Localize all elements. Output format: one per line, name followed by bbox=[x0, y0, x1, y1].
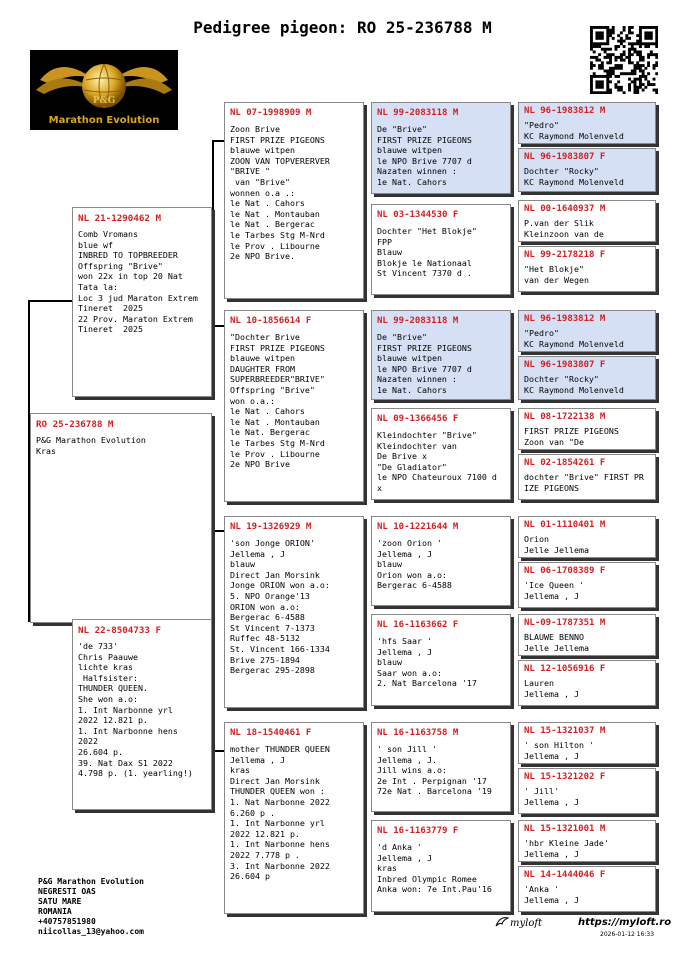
connector bbox=[212, 140, 224, 142]
ring-number: NL-09-1787351 M bbox=[524, 618, 606, 628]
contact-info: P&G Marathon Evolution NEGRESTI OAS SATU MARE ROMANIA +40757851980 niicollas_13@yahoo.com bbox=[38, 877, 144, 936]
pigeon-info: 'hbr Kleine Jade' Jellema , J bbox=[524, 838, 609, 859]
bird-icon bbox=[494, 914, 510, 930]
ring-number: NL 03-1344530 F bbox=[377, 210, 459, 220]
brand-name: myloft bbox=[510, 918, 543, 929]
pigeon-card-sdd[interactable] bbox=[371, 408, 511, 500]
pigeon-info: ' son Jill ' Jellema , J. Jill wins a.o: 2e Int . Perpignan '17 72e Nat . Barcelona '19 bbox=[377, 744, 492, 797]
pigeon-info: mother THUNDER QUEEN Jellema , J kras Direct Jan Morsink THUNDER QUEEN won : 1. Nat Narbonne 2022 6.260 p . 1. Int Narbonne yrl 2022 12.821 p. 1. Int Narbonne hens 2022 7.778 p . 3. Int Narbonne 2022 26.604 p bbox=[230, 744, 330, 882]
pigeon-card-dam[interactable] bbox=[72, 619, 212, 810]
ring-number: NL 99-2083118 M bbox=[377, 108, 459, 118]
ring-number: NL 09-1366456 F bbox=[377, 414, 459, 424]
pigeon-card-ds[interactable] bbox=[224, 516, 364, 708]
pigeon-info: "Dochter Brive FIRST PRIZE PIGEONS blauwe witpen DAUGHTER FROM SUPERBREEDER"BRIVE" Offspring "Brive" won o.a.: le Nat . Cahors le Nat . Montauban le Nat. Bergerac le Tarbes Stg M-Nrd le Prov . Libourne 2e NPO Brive bbox=[230, 332, 325, 470]
pigeon-card-g1[interactable] bbox=[518, 102, 656, 144]
pigeon-card-g11[interactable] bbox=[518, 614, 656, 656]
pigeon-card-g3[interactable] bbox=[518, 200, 656, 242]
ring-number: NL 96-1983807 F bbox=[524, 360, 606, 370]
pigeon-info: De "Brive" FIRST PRIZE PIGEONS blauwe witpen le NPO Brive 7707 d Nazaten winnen : 1e Nat. Cahors bbox=[377, 124, 472, 187]
ring-number: NL 16-1163779 F bbox=[377, 826, 459, 836]
pigeon-card-dds[interactable] bbox=[371, 722, 511, 812]
pigeon-info: 'zoon Orion ' Jellema , J blauw Orion won a.o: Bergerac 6-4588 bbox=[377, 538, 452, 591]
ring-number: NL 21-1290462 M bbox=[78, 213, 161, 224]
ring-number: NL 16-1163758 M bbox=[377, 728, 459, 738]
pigeon-info: 'd Anka ' Jellema , J kras Inbred Olympic Romee Anka won: 7e Int.Pau'16 bbox=[377, 842, 492, 895]
ring-number: NL 15-1321001 M bbox=[524, 824, 606, 834]
pigeon-card-sss[interactable] bbox=[371, 102, 511, 194]
pigeon-info: Dochter "Rocky" KC Raymond Molenveld bbox=[524, 166, 624, 187]
connector bbox=[212, 325, 224, 327]
ring-number: NL 01-1110401 M bbox=[524, 520, 606, 530]
print-date: 2026-01-12 16:33 bbox=[600, 931, 655, 938]
ring-number: NL 06-1708389 F bbox=[524, 566, 606, 576]
pigeon-info: "Pedro" KC Raymond Molenveld bbox=[524, 328, 624, 349]
ring-number: NL 08-1722138 M bbox=[524, 412, 606, 422]
pigeon-card-sire[interactable] bbox=[72, 207, 212, 397]
pigeon-card-g10[interactable] bbox=[518, 562, 656, 608]
ring-number: NL 22-8504733 F bbox=[78, 625, 161, 636]
ring-number: NL 02-1854261 F bbox=[524, 458, 606, 468]
pigeon-card-ssd[interactable] bbox=[371, 204, 511, 295]
ring-number: NL 99-2178218 F bbox=[524, 250, 606, 260]
pigeon-card-g14[interactable] bbox=[518, 768, 656, 814]
ring-number: NL 12-1056916 F bbox=[524, 664, 606, 674]
connector bbox=[212, 750, 224, 752]
ring-number: NL 15-1321037 M bbox=[524, 726, 606, 736]
logo bbox=[30, 50, 178, 130]
pigeon-card-g13[interactable] bbox=[518, 722, 656, 764]
ring-number: NL 96-1983812 M bbox=[524, 106, 606, 116]
pigeon-card-g12[interactable] bbox=[518, 660, 656, 706]
pigeon-info: De "Brive" FIRST PRIZE PIGEONS blauwe witpen le NPO Brive 7707 d Nazaten winnen : 1e Nat. Cahors bbox=[377, 332, 472, 395]
pigeon-card-dd[interactable] bbox=[224, 722, 364, 914]
ring-number: NL 15-1321202 F bbox=[524, 772, 606, 782]
pigeon-info: 'son Jonge ORION' Jellema , J blauw Direct Jan Morsink Jonge ORION won a.o: 5. NPO Orange'13 ORION won a.o: Bergerac 6-4588 St Vincent 7-1373 Ruffec 48-5132 St. Vincent 166-1334 Brive 275-1894 Bergerac 295-2898 bbox=[230, 538, 330, 676]
pigeon-card-dsd[interactable] bbox=[371, 614, 511, 706]
qr-code-icon bbox=[590, 26, 658, 94]
ring-number: RO 25-236788 M bbox=[36, 419, 114, 430]
ring-number: NL 18-1540461 F bbox=[230, 728, 312, 738]
pigeon-card-g4[interactable] bbox=[518, 246, 656, 292]
pigeon-card-g8[interactable] bbox=[518, 454, 656, 500]
pigeon-info: "Het Blokje" van der Wegen bbox=[524, 264, 589, 285]
pigeon-info: 'de 733' Chris Paauwe lichte kras Halfsister: THUNDER QUEEN. She won a.o: 1. Int Narbonne yrl 2022 12.821 p. 1. Int Narbonne hens 2022 26.604 p. 39. Nat Dax S1 2022 4.798 p. (1. yearling!) bbox=[78, 641, 193, 779]
pigeon-card-g7[interactable] bbox=[518, 408, 656, 450]
pigeon-info: ' son Hilton ' Jellema , J bbox=[524, 740, 594, 761]
website-link[interactable]: https://myloft.ro bbox=[578, 917, 672, 928]
ring-number: NL 10-1221644 M bbox=[377, 522, 459, 532]
ring-number: NL 99-2083118 M bbox=[377, 316, 459, 326]
logo-line1: P&G bbox=[92, 96, 116, 106]
ring-number: NL 16-1163662 F bbox=[377, 620, 459, 630]
pigeon-card-sd[interactable] bbox=[224, 310, 364, 502]
logo-line2: Marathon Evolution bbox=[48, 115, 160, 126]
ring-number: NL 96-1983807 F bbox=[524, 152, 606, 162]
pigeon-info: BLAUWE BENNO Jelle Jellema bbox=[524, 632, 589, 653]
ring-number: NL 19-1326929 M bbox=[230, 522, 312, 532]
pigeon-info: 'Anka ' Jellema , J bbox=[524, 884, 579, 905]
ring-number: NL 96-1983812 M bbox=[524, 314, 606, 324]
pigeon-card-sds[interactable] bbox=[371, 310, 511, 400]
pigeon-card-g5[interactable] bbox=[518, 310, 656, 352]
pigeon-info: Orion Jelle Jellema bbox=[524, 534, 589, 555]
connector bbox=[212, 140, 214, 325]
ring-number: NL 07-1998909 M bbox=[230, 108, 312, 118]
pigeon-info: FIRST PRIZE PIGEONS Zoon van "De bbox=[524, 426, 619, 447]
pigeon-info: Dochter "Het Blokje" FPP Blauw Blokje le Nationaal St Vincent 7370 d . bbox=[377, 226, 477, 279]
pigeon-info: Lauren Jellema , J bbox=[524, 678, 579, 699]
pigeon-card-g2[interactable] bbox=[518, 148, 656, 192]
pigeon-info: P&G Marathon Evolution Kras bbox=[36, 435, 146, 456]
page-title: Pedigree pigeon: RO 25-236788 M bbox=[193, 18, 492, 37]
connector bbox=[212, 530, 214, 750]
ring-number: NL 14-1444046 F bbox=[524, 870, 606, 880]
pigeon-card-g15[interactable] bbox=[518, 820, 656, 862]
pigeon-card-g6[interactable] bbox=[518, 356, 656, 400]
pigeon-card-g16[interactable] bbox=[518, 866, 656, 912]
pigeon-info: P.van der Slik Kleinzoon van de bbox=[524, 218, 604, 239]
pigeon-card-subject[interactable] bbox=[30, 413, 212, 623]
pigeon-info: dochter "Brive" FIRST PR IZE PIGEONS bbox=[524, 472, 644, 493]
connector bbox=[28, 300, 72, 302]
pigeon-info: Zoon Brive FIRST PRIZE PIGEONS blauwe witpen ZOON VAN TOPVERERVER "BRIVE " van "Brive" wonnen o.a .: le Nat . Cahors le Nat . Montauban le Nat . Bergerac le Tarbes Stg M-Nrd le Prov . Libourne 2e NPO Brive. bbox=[230, 124, 330, 262]
pigeon-info: ' Jill' Jellema , J bbox=[524, 786, 579, 807]
ring-number: NL 00-1640937 M bbox=[524, 204, 606, 214]
pigeon-info: "Pedro" KC Raymond Molenveld bbox=[524, 120, 624, 141]
pigeon-card-g9[interactable] bbox=[518, 516, 656, 558]
pigeon-card-ddd[interactable] bbox=[371, 820, 511, 912]
pigeon-card-dss[interactable] bbox=[371, 516, 511, 606]
connector bbox=[212, 530, 224, 532]
pigeon-info: 'Ice Queen ' Jellema , J bbox=[524, 580, 584, 601]
pigeon-info: 'hfs Saar ' Jellema , J blauw Saar won a.o: 2. Nat Barcelona '17 bbox=[377, 636, 477, 689]
pigeon-info: Kleindochter "Brive" Kleindochter van De Brive x "De Gladiator" le NPO Chateuroux 7100 d x bbox=[377, 430, 497, 493]
pigeon-info: Dochter "Rocky" KC Raymond Molenveld bbox=[524, 374, 624, 395]
pigeon-info: Comb Vromans blue wf INBRED TO TOPBREEDER Offspring "Brive" won 22x in top 20 Nat Tata la: Loc 3 jud Maraton Extrem Tineret 2025 22 Prov. Maraton Extrem Tineret 2025 bbox=[78, 229, 198, 335]
pigeon-card-ss[interactable] bbox=[224, 102, 364, 299]
ring-number: NL 10-1856614 F bbox=[230, 316, 312, 326]
